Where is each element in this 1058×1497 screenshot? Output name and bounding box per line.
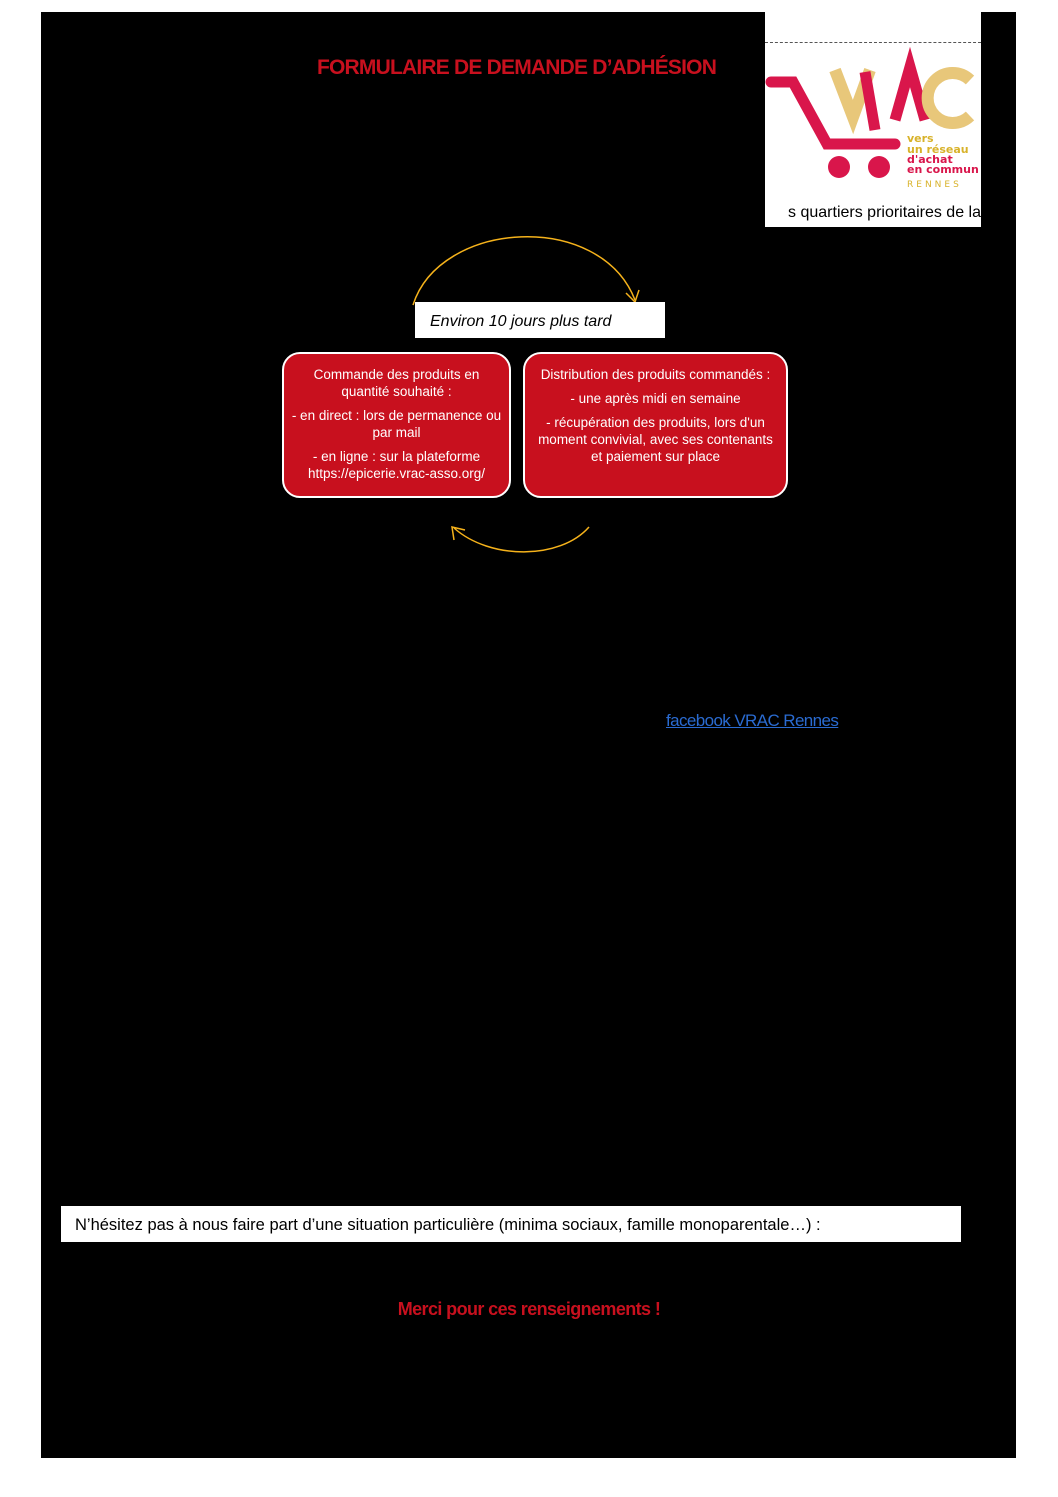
distribution-step-title: Distribution des produits commandés : (540, 367, 771, 382)
svg-text:en commun: en commun (907, 163, 979, 176)
svg-text:RENNES: RENNES (907, 180, 962, 190)
intro-text-fragment: s quartiers prioritaires de la (788, 204, 981, 221)
delay-label: Environ 10 jours plus tard (415, 302, 665, 338)
order-step-title: Commande des produits en quantité souhaité : (313, 367, 480, 399)
distribution-step-how: - récupération des produits, lors d'un moment convivial, avec ses contenants et paiement sur place (538, 415, 773, 464)
svg-text:un réseau: un réseau (907, 143, 969, 156)
thanks-message: Merci pour ces renseignements ! (397, 1299, 661, 1319)
order-step-direct: - en direct : lors de permanence ou par mail (291, 408, 502, 440)
svg-text:vers: vers (907, 132, 934, 145)
order-step-online: - en ligne : sur la plateforme https://epicerie.vrac-asso.org/ (307, 449, 486, 481)
cycle-arrows (0, 0, 1058, 600)
facebook-link[interactable]: facebook VRAC Rennes (666, 711, 839, 730)
order-step-box (282, 352, 511, 498)
page-title: FORMULAIRE DE DEMANDE D’ADHÉSION (317, 56, 717, 79)
arrow-bottom-icon (454, 527, 589, 552)
distribution-step-when: - une après midi en semaine (570, 391, 741, 406)
svg-text:d'achat: d'achat (907, 153, 953, 166)
situation-field-label: N’hésitez pas à nous faire part d’une situation particulière (minima sociaux, famille monoparentale…) : (61, 1206, 961, 1242)
distribution-step-box (523, 352, 788, 498)
arrow-top-icon (413, 237, 635, 305)
